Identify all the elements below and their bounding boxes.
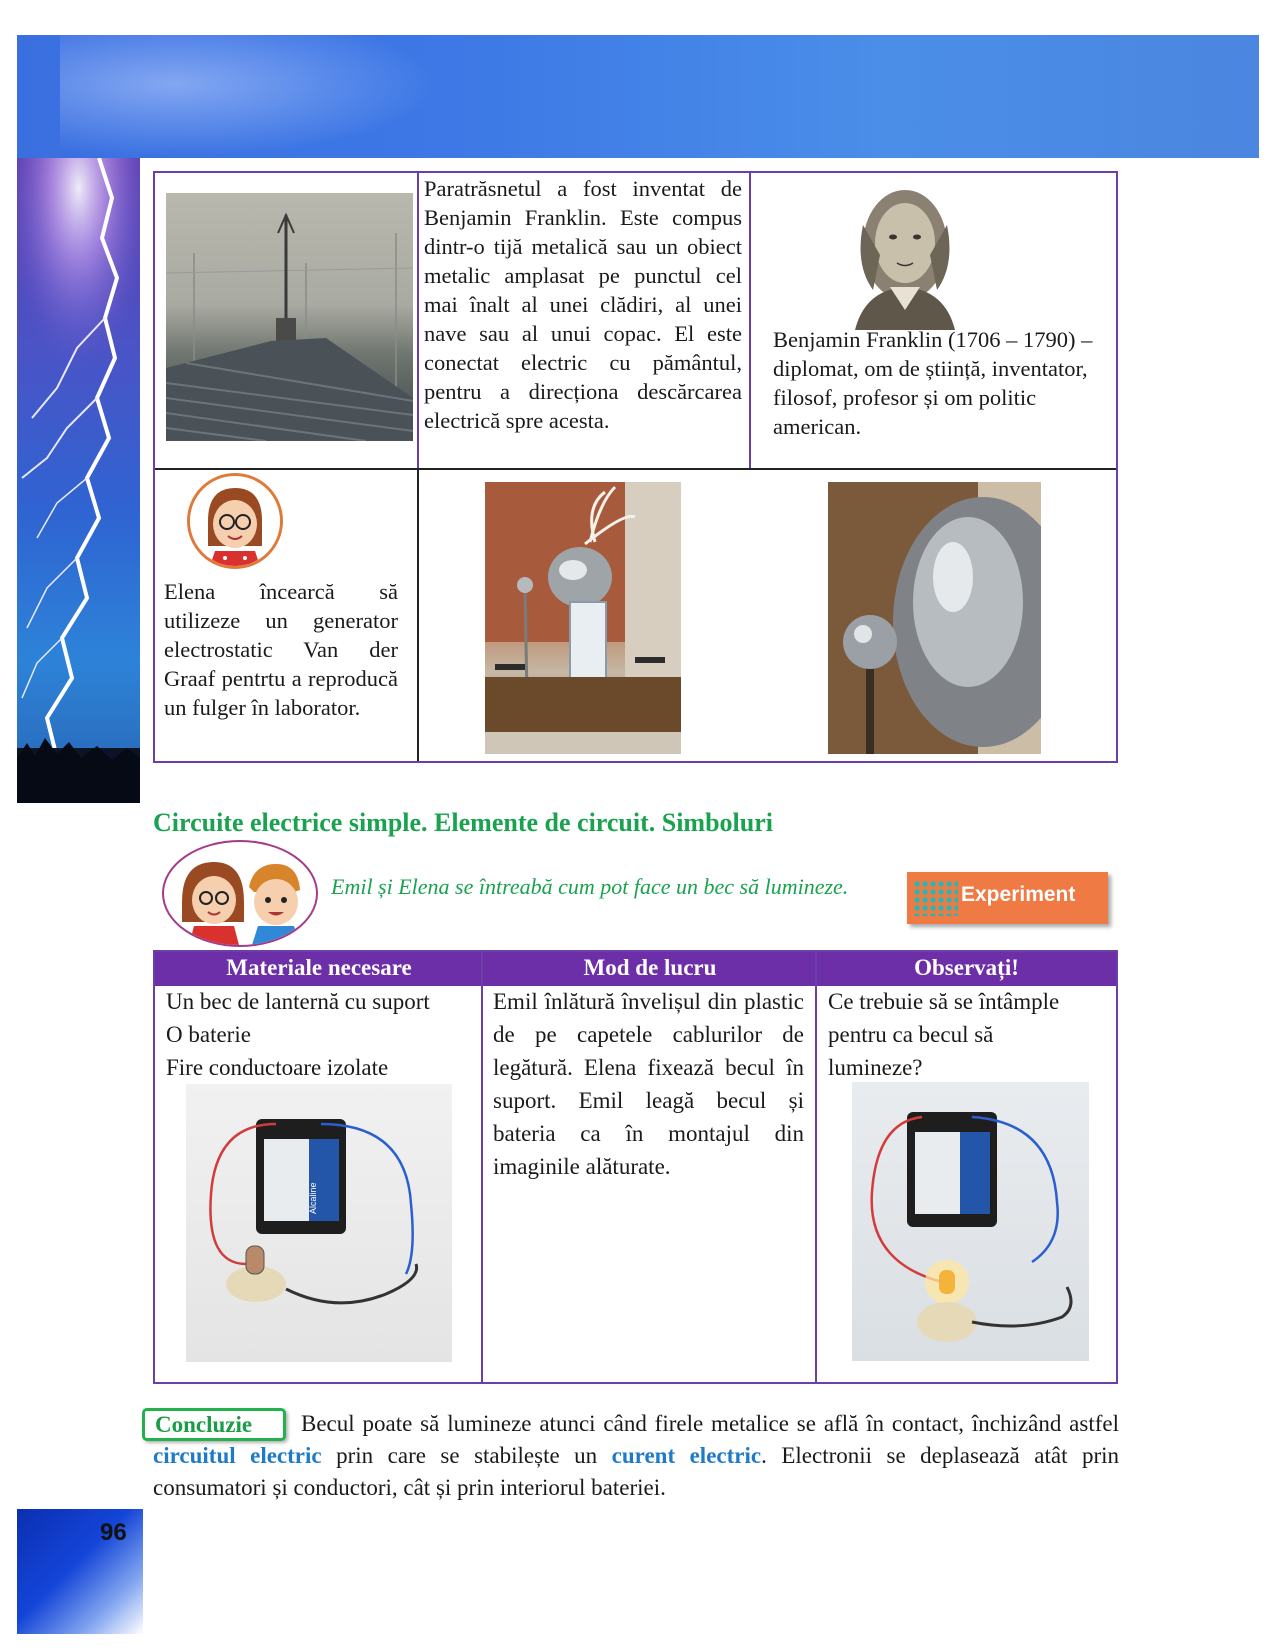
experiment-table-header bbox=[155, 952, 1116, 986]
circuit-lit-photo bbox=[852, 1082, 1089, 1361]
conclusion-part: prin care se stabilește un bbox=[321, 1443, 612, 1468]
table-divider bbox=[155, 468, 1116, 470]
lightning-rod-table bbox=[153, 171, 1118, 763]
elena-experiment-text: Elena încearcă să utilizeze un generator electrostatic Van der Graaf pentrtu a reproducă un fulger în laborator. bbox=[164, 579, 398, 720]
lightning-rod-photo bbox=[166, 193, 413, 441]
experiment-intro: Emil și Elena se întreabă cum pot face un bec să lumineze. bbox=[331, 874, 849, 899]
dots-pattern-icon bbox=[913, 880, 958, 916]
table-divider bbox=[481, 952, 483, 1382]
benjamin-franklin-portrait bbox=[845, 175, 965, 330]
banner-cloud-decoration bbox=[60, 35, 440, 158]
page-number-box bbox=[17, 1509, 143, 1634]
page-number: 96 bbox=[100, 1519, 127, 1546]
lightning-bolt-icon bbox=[17, 158, 140, 803]
observe-question: Ce trebuie să se întâmple pentru ca becul să lumineze? bbox=[828, 989, 1060, 1080]
materials-list bbox=[166, 985, 476, 1084]
van-de-graaff-spark-photo bbox=[828, 482, 1041, 754]
keyword-circuit: circuitul electric bbox=[153, 1443, 322, 1468]
lightning-decoration bbox=[17, 158, 140, 803]
conclusion-part: Becul poate să lumineze atunci când firele metalice se află în contact, închizând astfel bbox=[301, 1411, 1119, 1436]
experiment-table bbox=[153, 950, 1118, 1384]
table-divider bbox=[417, 470, 419, 761]
material-item: Fire conductoare izolate bbox=[166, 1055, 389, 1080]
header-materiale: Materiale necesare bbox=[226, 955, 412, 980]
material-item: Un bec de lanternă cu suport bbox=[166, 989, 430, 1014]
emil-elena-illustration bbox=[162, 840, 318, 947]
conclusion-part: . Electronii se deplasează atât prin consumatori și conductori, cât și prin interiorul bateriei. bbox=[153, 1443, 1119, 1500]
table-divider bbox=[417, 173, 419, 470]
conclusion-badge bbox=[142, 1408, 286, 1441]
section-title: Circuite electrice simple. Elemente de circuit. Simboluri bbox=[153, 808, 773, 837]
procedure-text: Emil înlătură învelișul din plastic de pe capetele cablurilor de legătură. Elena fixează becul în suport. Emil leagă becul și bateria ca în montajul din imaginile alăturate. bbox=[493, 989, 804, 1179]
material-item: O baterie bbox=[166, 1022, 251, 1047]
conclusion-label: Concluzie bbox=[155, 1412, 253, 1437]
circuit-unlit-photo bbox=[186, 1084, 452, 1362]
experiment-badge-label: Experiment bbox=[961, 883, 1076, 906]
header-mod-de-lucru: Mod de lucru bbox=[583, 955, 717, 980]
lightning-rod-description: Paratrăsnetul a fost inventat de Benjamin Franklin. Este compus dintr-o tijă metalică sau un obiect metalic amplasat pe punctul cel mai înalt al unei clădiri, al unei nave sau al unui copac. El este conectat electric cu pământul, pentru a direcționa descărcarea electrică spre acesta. bbox=[424, 176, 742, 433]
header-observati: Observați! bbox=[914, 955, 1019, 980]
keyword-current: curent electric bbox=[611, 1443, 762, 1468]
conclusion-text bbox=[153, 1408, 1119, 1504]
elena-avatar bbox=[187, 473, 283, 569]
table-divider bbox=[749, 173, 751, 470]
battery-brand-label: Alcaline bbox=[308, 1182, 318, 1214]
table-divider bbox=[815, 952, 817, 1382]
franklin-caption: Benjamin Franklin (1706 – 1790) – diplomat, om de știință, inventator, filosof, profesor și om politic american. bbox=[773, 327, 1093, 439]
experiment-badge bbox=[907, 872, 1108, 924]
van-de-graaff-photo bbox=[485, 482, 681, 754]
